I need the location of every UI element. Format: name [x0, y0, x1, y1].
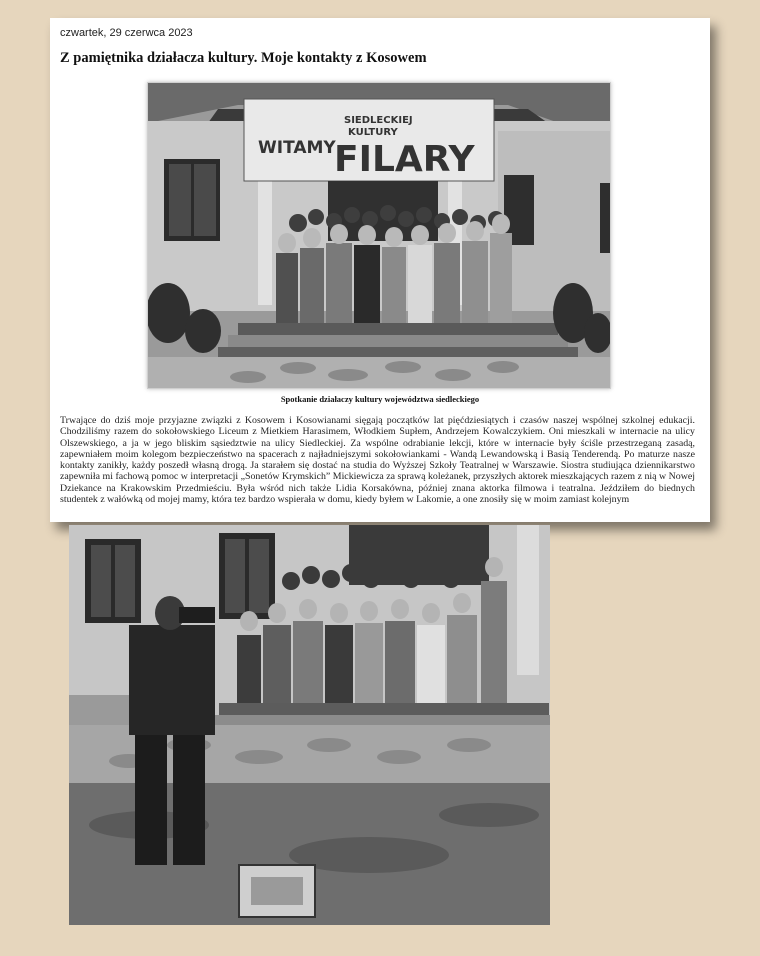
banner-main: FILARY	[334, 139, 475, 180]
post-title[interactable]: Z pamiętnika działacza kultury. Moje kontakty z Kosowem	[60, 50, 427, 66]
banner-line-2: KULTURY	[348, 127, 398, 138]
group-photo-top[interactable]	[147, 82, 611, 389]
banner-witamy: WITAMY	[258, 138, 336, 158]
post-date: czwartek, 29 czerwca 2023	[60, 27, 193, 39]
article-body	[60, 415, 695, 505]
banner-line-1: SIEDLECKIEJ	[344, 115, 413, 126]
blog-post-card	[50, 18, 710, 522]
article-paragraph: Trwające do dziś moje przyjazne związki z Kosowem i Kosowianami sięgają początków lat pięćdziesiątych i czasów naszej wspólnej szkolnej edukacji. Chodziliśmy razem do sokołowskiego Liceum z Mietkiem Harasimem, Włodkiem Supłem, Andrzejem Kowalczykiem. Oni mieszkali w internacie na ulicy Olszewskiego, a ja w jego bliskim sąsiedztwie na ulicy Siedleckiej. Za wspólne odrabianie lekcji, które w internacie były ściśle przestrzeganą zasadą, zapewniałem moim kolegom bezpieczeństwo na spacerach z najładniejszymi sokołowiankami - Wandą Lewandowską i Basią Tenderendą. Po maturze nasze kontakty zanikły, każdy poszedł własną drogą. Ja starałem się dostać na studia do Wyższej Szkoły Teatralnej w Warszawie. Siostra studiująca dziennikarstwo zapewniła mi fachową pomoc w interpretacji „Sonetów Krymskich” Mickiewicza za sprawą koleżanek, przyszłych aktorek mieszkających razem z nią w Nowej Dziekance na Krakowskim Przedmieściu. Była wśród nich także Lidia Korsakówna, później znana aktorka filmowa i teatralna. Jeździłem do biednych studentek z wałówką od mojej mamy, która tez bardzo wspierała w domu, kiedy byłem w Lakomie, a one znosiły się w moim zamiast kolejnym	[60, 415, 695, 506]
group-photo-bottom[interactable]	[69, 525, 550, 925]
photo-caption: Spotkanie działaczy kultury województwa siedleckiego	[280, 394, 480, 404]
